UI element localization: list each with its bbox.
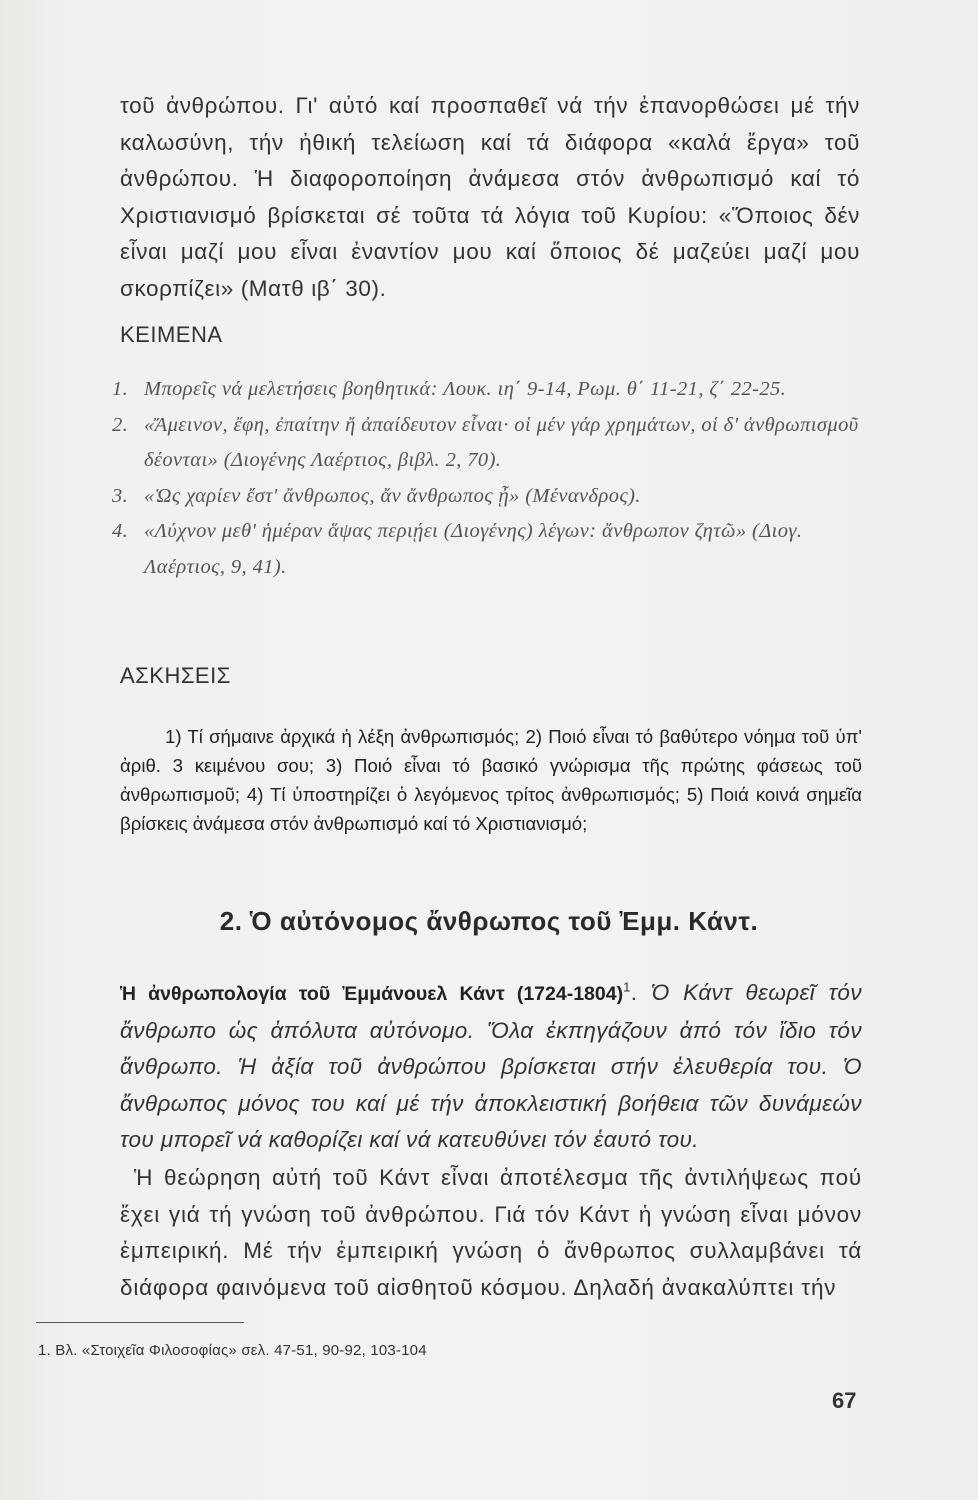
exercises-heading: ΑΣΚΗΣΕΙΣ	[120, 663, 231, 688]
text-item-number: 4.	[112, 520, 129, 542]
text-item	[112, 372, 872, 408]
page-number: 67	[832, 1388, 857, 1413]
texts-heading: ΚΕΙΜΕΝΑ	[120, 322, 223, 347]
footnote-divider	[36, 1322, 244, 1323]
text-item-number: 3.	[112, 484, 129, 507]
text-item	[112, 514, 872, 585]
text-item	[112, 408, 872, 479]
kant-paragraph	[120, 975, 862, 1159]
lead-separator: .	[630, 980, 651, 1005]
footnote: 1. Βλ. «Στοιχεῖα Φιλοσοφίας» σελ. 47-51, 90-92, 103-104	[38, 1342, 427, 1359]
text-item-body: «Ἄμεινον, ἔφη, ἐπαίτην ἤ ἀπαίδευτον εἶναι· οἱ μέν γάρ χρημάτων, οἱ δ' ἀνθρωπισμοῦ δέονται» (Διογένης Λαέρτιος, βιβλ. 2, 70).	[144, 413, 859, 471]
text-item	[112, 479, 872, 515]
text-item-body: Μπορεῖς νά μελετήσεις βοηθητικά: Λουκ. ιη΄ 9-14, Ρωμ. θ΄ 11-21, ζ΄ 22-25.	[144, 378, 787, 400]
text-item-number: 1.	[112, 378, 129, 400]
exercises-text: 1) Τί σήμαινε ἀρχικά ἡ λέξη ἀνθρωπισμός; 2) Ποιό εἶναι τό βαθύτερο νόημα τοῦ ὑπ' ἀριθ. 3 κειμένου σου; 3) Ποιό εἶναι τό βασικό γνώρισμα τῆς πρώτης φάσεως τοῦ ἀνθρωπισμοῦ; 4) Τί ὑποστηρίζει ὁ λεγόμενος τρίτος ἀνθρωπισμός; 5) Ποιά κοινά σημεῖα βρίσκεις ἀνάμεσα στόν ἀνθρωπισμό καί τό Χριστιανισμό;	[120, 726, 862, 834]
kant-paragraph-lead: Ἡ ἀνθρωπολογία τοῦ Ἐμμάνουελ Κάντ (1724-1804)	[120, 983, 624, 1005]
intro-paragraph: τοῦ ἀνθρώπου. Γι' αὐτό καί προσπαθεῖ νά τήν ἐπανορθώσει μέ τήν καλωσύνη, τήν ἠθική τελείωση καί τά διάφορα «καλά ἔργα» τοῦ ἀνθρώπου. Ἡ διαφοροποίηση ἀνάμεσα στόν ἀνθρωπισμό καί τό Χριστιανισμό βρίσκεται σέ τοῦτα τά λόγια τοῦ Κυρίου: «Ὅποιος δέν εἶναι μαζί μου εἶναι ἐναντίον μου καί ὅποιος δέ μαζεύει μαζί μου σκορπίζει» (Ματθ ιβ΄ 30).	[120, 93, 860, 301]
text-item-body: «Ὡς χαρίεν ἔστ' ἄνθρωπος, ἄν ἄνθρωπος ᾖ» (Μένανδρος).	[144, 484, 641, 507]
texts-list	[112, 372, 872, 585]
kant-paragraph-italic: Ὁ Κάντ θεωρεῖ τόν ἄνθρωπο ὡς ἀπόλυτα αὐτόνομο. Ὅλα ἐκπηγάζουν ἀπό τόν ἴδιο τόν ἄνθρωπο. Ἡ ἀξία τοῦ ἀνθρώπου βρίσκεται στήν ἐλευθερία του. Ὁ ἄνθρωπος μόνος του καί μέ τήν ἀποκλειστική βοήθεια τῶν δυνάμεών του μπορεῖ νά καθορίζει καί νά κατευθύνει τόν ἑαυτό του.	[120, 980, 862, 1152]
text-item-number: 2.	[112, 413, 129, 436]
footnote-mark: 1	[623, 979, 631, 995]
knowledge-paragraph: Ἡ θεώρηση αὐτή τοῦ Κάντ εἶναι ἀποτέλεσμα τῆς ἀντιλήψεως πού ἔχει γιά τή γνώση τοῦ ἀνθρώπου. Γιά τόν Κάντ ἡ γνώση εἶναι μόνον ἐμπειρική. Μέ τήν ἐμπειρική γνώση ὁ ἄνθρωπος συλλαμβάνει τά διάφορα φαινόμενα τοῦ αἰσθητοῦ κόσμου. Δηλαδή ἀνακαλύπτει τήν	[120, 1165, 862, 1300]
text-item-body: «Λύχνον μεθ' ἡμέραν ἅψας περιῄει (Διογένης) λέγων: ἄνθρωπον ζητῶ» (Διογ. Λαέρτιος, 9, 41).	[144, 520, 803, 578]
section-title: 2. Ὁ αὐτόνομος ἄνθρωπος τοῦ Ἐμμ. Κάντ.	[219, 906, 759, 936]
